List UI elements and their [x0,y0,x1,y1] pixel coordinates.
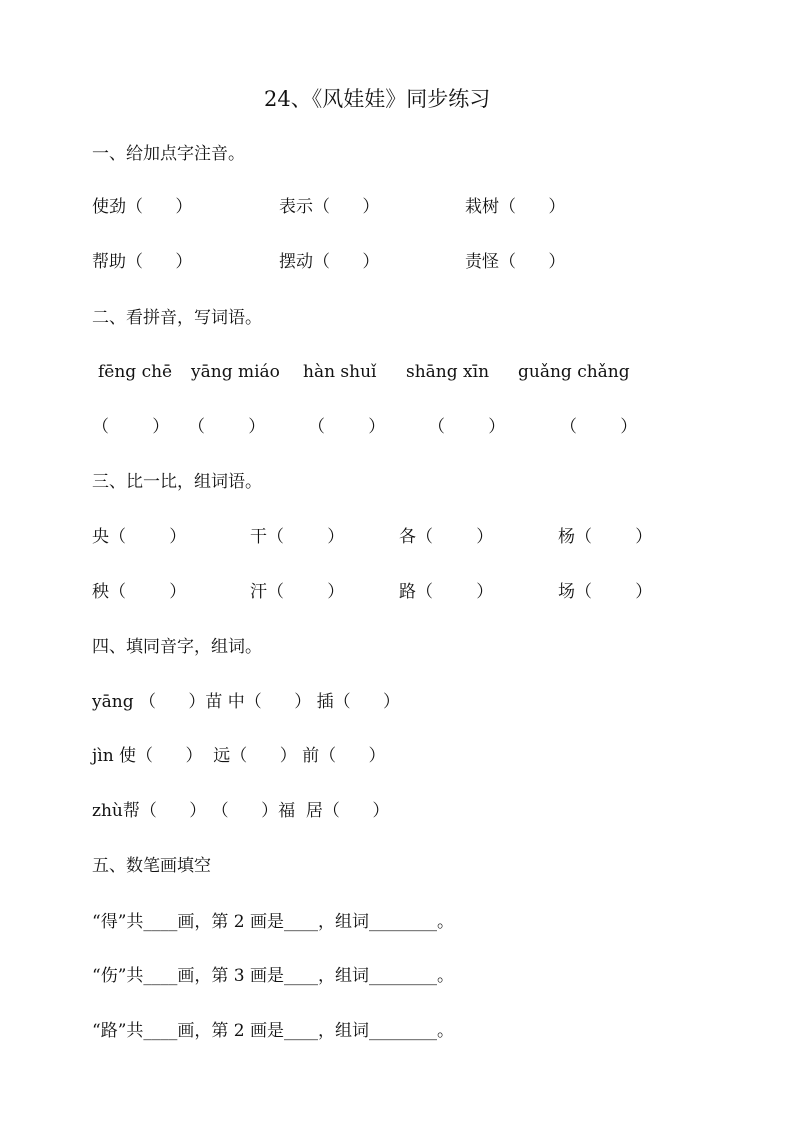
pinyin-item: 责怪（ ） [465,252,566,272]
answer-blank: （ ） [428,417,506,437]
compare-item: 干（ ） [250,527,345,547]
section-2-heading: 二、看拼音，写词语。 [92,308,262,328]
answer-blank: （ ） [188,417,266,437]
pinyin-item: 摆动（ ） [279,252,380,272]
compare-item: 各（ ） [399,527,494,547]
answer-blank: （ ） [308,417,386,437]
pinyin-prompt: guǎng chǎng [518,362,630,382]
compare-item: 路（ ） [399,582,494,602]
compare-item: 汗（ ） [250,582,345,602]
homophone-row: jìn 使（ ） 远（ ） 前（ ） [92,746,386,766]
section-1-heading: 一、给加点字注音。 [92,144,245,164]
stroke-row: “路”共____画，第 2 画是____，组词________。 [92,1021,455,1041]
compare-item: 秧（ ） [92,582,187,602]
compare-item: 场（ ） [558,582,653,602]
section-4-heading: 四、填同音字，组词。 [92,637,262,657]
pinyin-prompt: hàn shuǐ [303,362,377,382]
homophone-row: zhù帮（ ） （ ）福 居（ ） [92,801,390,821]
stroke-row: “得”共____画，第 2 画是____，组词________。 [92,912,455,932]
section-5-heading: 五、数笔画填空 [92,856,211,876]
pinyin-prompt: yāng miáo [191,362,280,382]
pinyin-item: 表示（ ） [279,197,380,217]
compare-item: 央（ ） [92,527,187,547]
section-3-heading: 三、比一比，组词语。 [92,472,262,492]
pinyin-item: 使劲（ ） [92,197,193,217]
answer-blank: （ ） [560,417,638,437]
pinyin-item: 栽树（ ） [465,197,566,217]
compare-item: 杨（ ） [558,527,653,547]
stroke-row: “伤”共____画，第 3 画是____，组词________。 [92,966,455,986]
pinyin-prompt: fēng chē [98,362,173,382]
homophone-row: yāng （ ）苗 中（ ） 插（ ） [92,692,401,712]
page-title: 24、《风娃娃》同步练习 [264,87,491,111]
pinyin-prompt: shāng xīn [406,362,490,382]
pinyin-item: 帮助（ ） [92,252,193,272]
answer-blank: （ ） [92,417,170,437]
